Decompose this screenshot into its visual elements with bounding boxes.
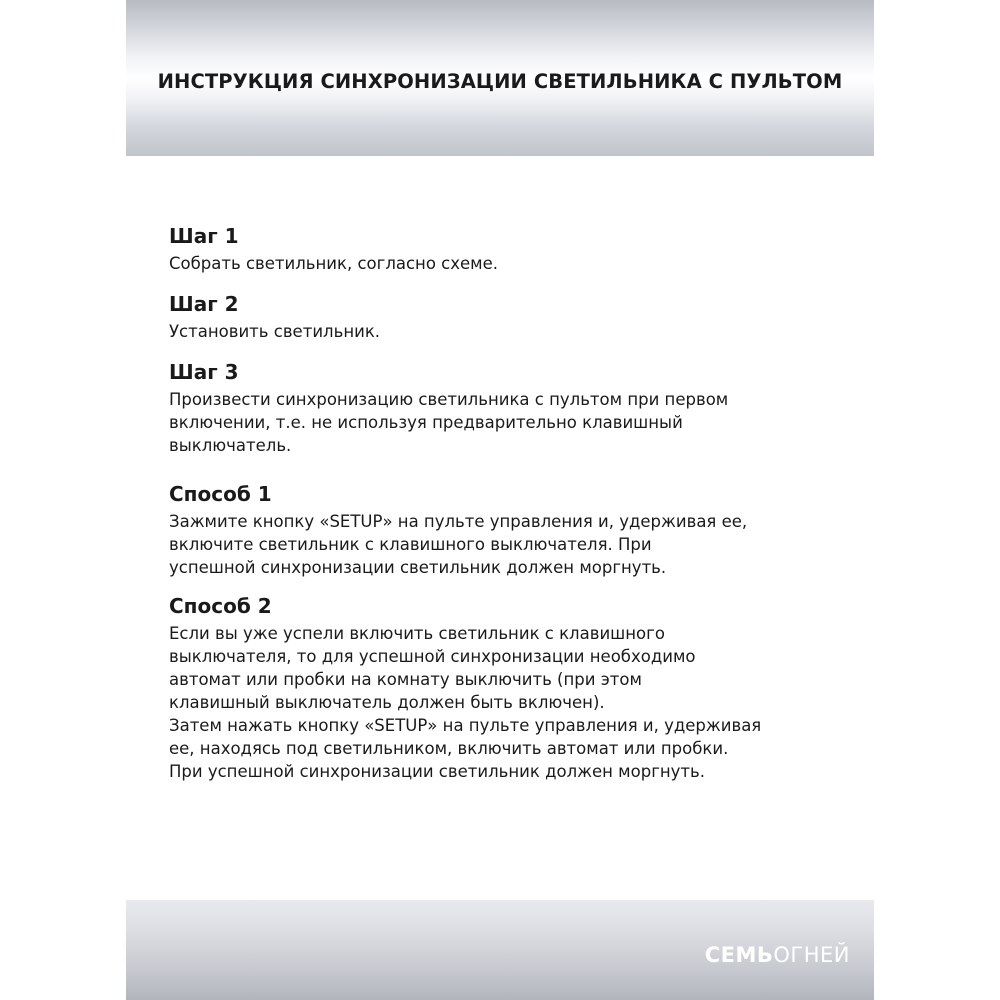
brand-logo-bold: СЕМЬ [704, 943, 774, 967]
method-1-text-line: включите светильник с клавишного выключателя. При [169, 535, 652, 554]
step-3-text-line: Произвести синхронизацию светильника с пультом при первом [169, 390, 729, 409]
method-2-title: Способ 2 [169, 594, 272, 618]
method-2-text-line: автомат или пробки на комнату выключить (при этом [169, 670, 642, 689]
brand-logo [705, 943, 850, 967]
method-1-text-line: успешной синхронизации светильник должен моргнуть. [169, 558, 667, 577]
step-3-text-line: включении, т.е. не используя предварительно клавишный [169, 413, 683, 432]
step-1-title: Шаг 1 [169, 224, 239, 248]
method-2-text-line: Затем нажать кнопку «SETUP» на пульте управления и, удерживая [169, 716, 762, 735]
step-3-text-line: выключатель. [169, 436, 292, 455]
step-3 [169, 360, 849, 457]
step-2 [169, 292, 849, 343]
brand-logo-light: ОГНЕЙ [773, 943, 850, 967]
step-1-text-line: Собрать светильник, согласно схеме. [169, 254, 499, 273]
instruction-page [126, 0, 874, 1000]
step-3-title: Шаг 3 [169, 360, 239, 384]
footer-band [126, 900, 874, 1000]
method-2-text-line: ее, находясь под светильником, включить автомат или пробки. [169, 739, 729, 758]
method-2-text-line: клавишный выключатель должен быть включен). [169, 693, 605, 712]
instruction-content [169, 224, 849, 783]
header-band [126, 0, 874, 156]
method-1-text-line: Зажмите кнопку «SETUP» на пульте управления и, удерживая ее, [169, 512, 748, 531]
page-title: ИНСТРУКЦИЯ СИНХРОНИЗАЦИИ СВЕТИЛЬНИКА С ПУЛЬТОМ [157, 70, 843, 93]
method-2 [169, 594, 849, 783]
step-2-text-line: Установить светильник. [169, 322, 381, 341]
step-1 [169, 224, 849, 275]
method-2-text-line: При успешной синхронизации светильник должен моргнуть. [169, 762, 706, 781]
method-2-text-line: выключателя, то для успешной синхронизации необходимо [169, 647, 696, 666]
method-1 [169, 482, 849, 579]
method-1-title: Способ 1 [169, 482, 272, 506]
method-2-text-line: Если вы уже успели включить светильник с клавишного [169, 624, 665, 643]
step-2-title: Шаг 2 [169, 292, 239, 316]
